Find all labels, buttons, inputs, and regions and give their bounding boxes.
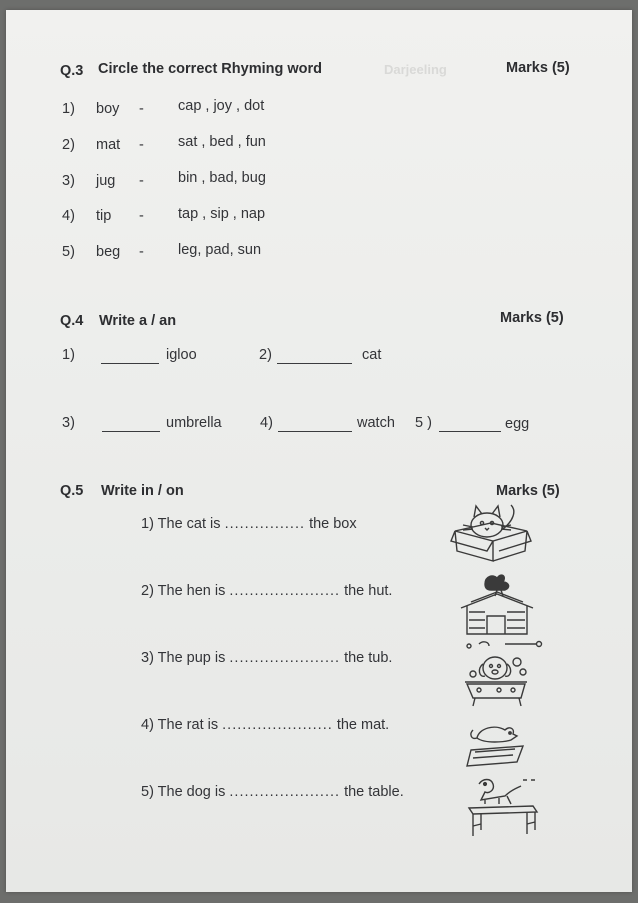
q5-sentence-end: the table.: [344, 784, 404, 800]
q3-marks: Marks (5): [506, 60, 570, 76]
q5-answer-dots[interactable]: ......................: [229, 583, 341, 599]
q5-sentence: [141, 583, 392, 599]
q5-sentence-start: 1) The cat is: [141, 516, 221, 532]
q4-answer-blank[interactable]: [101, 351, 159, 364]
q5-sentence: [141, 650, 392, 666]
q5-sentence-end: the mat.: [336, 717, 390, 733]
q5-sentence-start: 2) The hen is: [141, 583, 226, 599]
q3-row-options: bin , bad, bug: [178, 170, 266, 186]
q5-sentence: [141, 717, 389, 733]
q5-sentence-end: the hut.: [344, 583, 393, 599]
q3-row-word: tip: [96, 208, 112, 224]
q3-row-number: 3): [62, 173, 75, 189]
q3-row-options: tap , sip , nap: [178, 206, 266, 222]
q3-row-dash: -: [139, 173, 144, 189]
q4-title: Write a / an: [99, 313, 177, 329]
q4-item-word: umbrella: [166, 415, 222, 431]
q3-row-number: 1): [62, 101, 75, 117]
q3-row-number: 4): [62, 208, 75, 224]
bleed-through-text: Darjeeling: [384, 62, 447, 77]
q3-row-options: sat , bed , fun: [178, 134, 266, 150]
q5-answer-dots[interactable]: ......................: [222, 717, 333, 733]
q5-marks: Marks (5): [496, 483, 560, 499]
q5-answer-dots[interactable]: ......................: [229, 784, 341, 800]
hen-on-hut-icon: [457, 570, 537, 638]
q3-number: Q.3: [60, 63, 84, 79]
q3-row-dash: -: [139, 208, 144, 224]
rat-on-mat-icon: [465, 714, 531, 770]
q5-sentence-end: the box: [309, 516, 357, 532]
q5-sentence-start: 4) The rat is: [141, 717, 219, 733]
q3-row-options: leg, pad, sun: [178, 242, 262, 258]
q4-item-word: igloo: [166, 347, 197, 363]
q3-row-word: boy: [96, 101, 120, 117]
q3-row-word: mat: [96, 137, 121, 153]
cat-in-box-icon: [449, 501, 533, 565]
q3-row-number: 2): [62, 137, 75, 153]
q4-item-number: 1): [62, 347, 75, 363]
q5-sentence-end: the tub.: [344, 650, 393, 666]
worksheet-page: [6, 10, 632, 892]
q3-row-options: cap , joy , dot: [178, 98, 265, 114]
q4-item-word: cat: [362, 347, 382, 363]
q4-answer-blank[interactable]: [102, 419, 160, 432]
dog-on-table-icon: [465, 774, 541, 842]
q4-answer-blank[interactable]: [439, 419, 501, 432]
q5-number: Q.5: [60, 483, 84, 499]
q5-sentence-start: 3) The pup is: [141, 650, 226, 666]
q4-answer-blank[interactable]: [278, 419, 352, 432]
q5-sentence: [141, 784, 404, 800]
q4-marks: Marks (5): [500, 310, 564, 326]
q4-item-number: 2): [259, 347, 272, 363]
q3-row-word: beg: [96, 244, 121, 260]
q3-row-dash: -: [139, 244, 144, 260]
q3-row-dash: -: [139, 137, 144, 153]
q3-row-word: jug: [96, 173, 116, 189]
q5-answer-dots[interactable]: ................: [224, 516, 306, 532]
q3-title: Circle the correct Rhyming word: [98, 61, 322, 77]
q4-answer-blank[interactable]: [277, 351, 352, 364]
q5-answer-dots[interactable]: ......................: [229, 650, 341, 666]
q4-item-word: watch: [357, 415, 395, 431]
q3-row-number: 5): [62, 244, 75, 260]
q5-sentence: [141, 516, 357, 532]
q3-row-dash: -: [139, 101, 144, 117]
q4-item-number: 4): [260, 415, 273, 431]
q4-item-number: 5 ): [415, 415, 432, 431]
q4-number: Q.4: [60, 313, 84, 329]
q5-sentence-start: 5) The dog is: [141, 784, 226, 800]
q5-title: Write in / on: [101, 483, 184, 499]
q4-item-number: 3): [62, 415, 75, 431]
pup-in-tub-icon: [459, 638, 543, 710]
q4-item-word: egg: [505, 416, 530, 432]
